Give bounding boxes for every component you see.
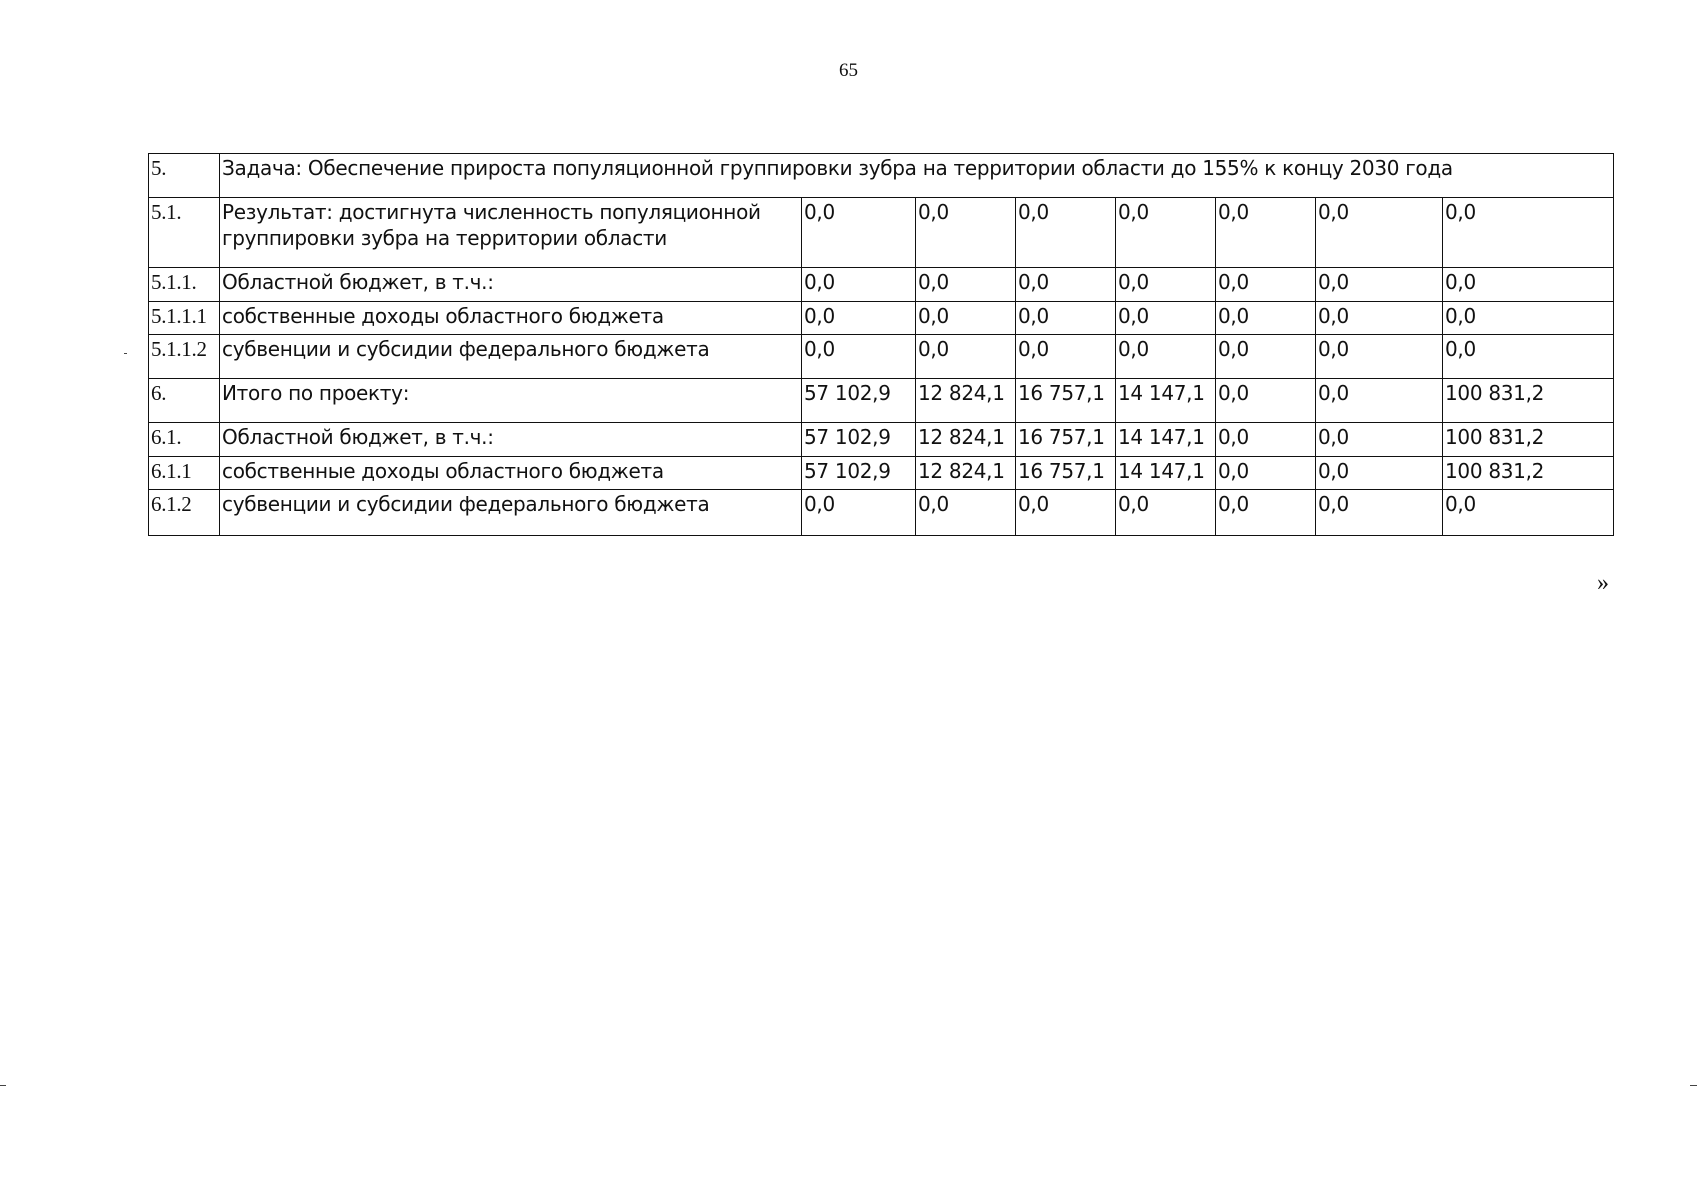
value-cell: 0,0 [1316, 457, 1443, 490]
row-name: собственные доходы областного бюджета [220, 457, 802, 490]
row-code: 5. [149, 154, 220, 198]
value-cell: 0,0 [1316, 423, 1443, 457]
value-cell: 14 147,1 [1116, 423, 1216, 457]
value-cell: 0,0 [916, 335, 1016, 379]
task-description: Задача: Обеспечение прироста популяционной группировки зубра на территории области до 155% к концу 2030 года [220, 154, 1614, 198]
row-code: 5.1.1. [149, 268, 220, 302]
value-cell: 0,0 [1443, 198, 1614, 268]
table-row [149, 198, 1614, 268]
value-cell: 0,0 [1443, 302, 1614, 335]
table-row [149, 423, 1614, 457]
value-cell: 16 757,1 [1016, 423, 1116, 457]
row-name: Областной бюджет, в т.ч.: [220, 423, 802, 457]
value-cell: 14 147,1 [1116, 379, 1216, 423]
row-name: Областной бюджет, в т.ч.: [220, 268, 802, 302]
value-cell: 0,0 [1116, 198, 1216, 268]
value-cell: 0,0 [1016, 490, 1116, 536]
value-cell: 100 831,2 [1443, 423, 1614, 457]
row-code: 5.1.1.1 [149, 302, 220, 335]
row-code: 6.1. [149, 423, 220, 457]
budget-table [148, 153, 1614, 536]
value-cell: 57 102,9 [802, 379, 916, 423]
row-code: 5.1.1.2 [149, 335, 220, 379]
value-cell: 0,0 [1443, 335, 1614, 379]
value-cell: 0,0 [1016, 302, 1116, 335]
table-row [149, 490, 1614, 536]
value-cell: 0,0 [1216, 457, 1316, 490]
margin-mark-right [1690, 1085, 1697, 1086]
value-cell: 12 824,1 [916, 457, 1016, 490]
row-name: субвенции и субсидии федерального бюджета [220, 335, 802, 379]
row-name: собственные доходы областного бюджета [220, 302, 802, 335]
value-cell: 0,0 [1116, 490, 1216, 536]
value-cell: 0,0 [916, 490, 1016, 536]
table-row [149, 335, 1614, 379]
row-code: 6. [149, 379, 220, 423]
value-cell: 0,0 [1116, 335, 1216, 379]
value-cell: 0,0 [1316, 490, 1443, 536]
value-cell: 0,0 [1316, 379, 1443, 423]
value-cell: 0,0 [916, 198, 1016, 268]
value-cell: 0,0 [1316, 198, 1443, 268]
value-cell: 0,0 [1016, 335, 1116, 379]
value-cell: 0,0 [802, 335, 916, 379]
value-cell: 0,0 [916, 302, 1016, 335]
row-name: субвенции и субсидии федерального бюджета [220, 490, 802, 536]
value-cell: 0,0 [802, 302, 916, 335]
value-cell: 16 757,1 [1016, 457, 1116, 490]
value-cell: 12 824,1 [916, 423, 1016, 457]
value-cell: 100 831,2 [1443, 457, 1614, 490]
value-cell: 0,0 [1216, 490, 1316, 536]
value-cell: 0,0 [1216, 302, 1316, 335]
row-code: 5.1. [149, 198, 220, 268]
table-row [149, 379, 1614, 423]
value-cell: 16 757,1 [1016, 379, 1116, 423]
value-cell: 0,0 [1216, 198, 1316, 268]
table-row [149, 268, 1614, 302]
value-cell: 57 102,9 [802, 457, 916, 490]
margin-mark-left [0, 1085, 6, 1086]
value-cell: 12 824,1 [916, 379, 1016, 423]
value-cell: 0,0 [916, 268, 1016, 302]
value-cell: 0,0 [1016, 198, 1116, 268]
value-cell: 0,0 [1116, 268, 1216, 302]
closing-quote-mark: » [1597, 570, 1609, 596]
value-cell: 0,0 [802, 198, 916, 268]
value-cell: 0,0 [1216, 268, 1316, 302]
value-cell: 0,0 [1443, 490, 1614, 536]
value-cell: 57 102,9 [802, 423, 916, 457]
value-cell: 0,0 [1316, 302, 1443, 335]
value-cell: 0,0 [1443, 268, 1614, 302]
table-row [149, 154, 1614, 198]
table-row [149, 457, 1614, 490]
row-name: Результат: достигнута численность популяционной группировки зубра на территории области [220, 198, 802, 268]
margin-mark-dot [124, 353, 127, 354]
value-cell: 0,0 [1316, 335, 1443, 379]
budget-table-body [149, 154, 1614, 536]
value-cell: 0,0 [1216, 423, 1316, 457]
row-code: 6.1.1 [149, 457, 220, 490]
value-cell: 100 831,2 [1443, 379, 1614, 423]
value-cell: 0,0 [1216, 379, 1316, 423]
value-cell: 0,0 [802, 268, 916, 302]
value-cell: 0,0 [1116, 302, 1216, 335]
page-number: 65 [839, 60, 858, 81]
row-code: 6.1.2 [149, 490, 220, 536]
value-cell: 14 147,1 [1116, 457, 1216, 490]
value-cell: 0,0 [802, 490, 916, 536]
value-cell: 0,0 [1016, 268, 1116, 302]
value-cell: 0,0 [1316, 268, 1443, 302]
row-name: Итого по проекту: [220, 379, 802, 423]
value-cell: 0,0 [1216, 335, 1316, 379]
table-row [149, 302, 1614, 335]
